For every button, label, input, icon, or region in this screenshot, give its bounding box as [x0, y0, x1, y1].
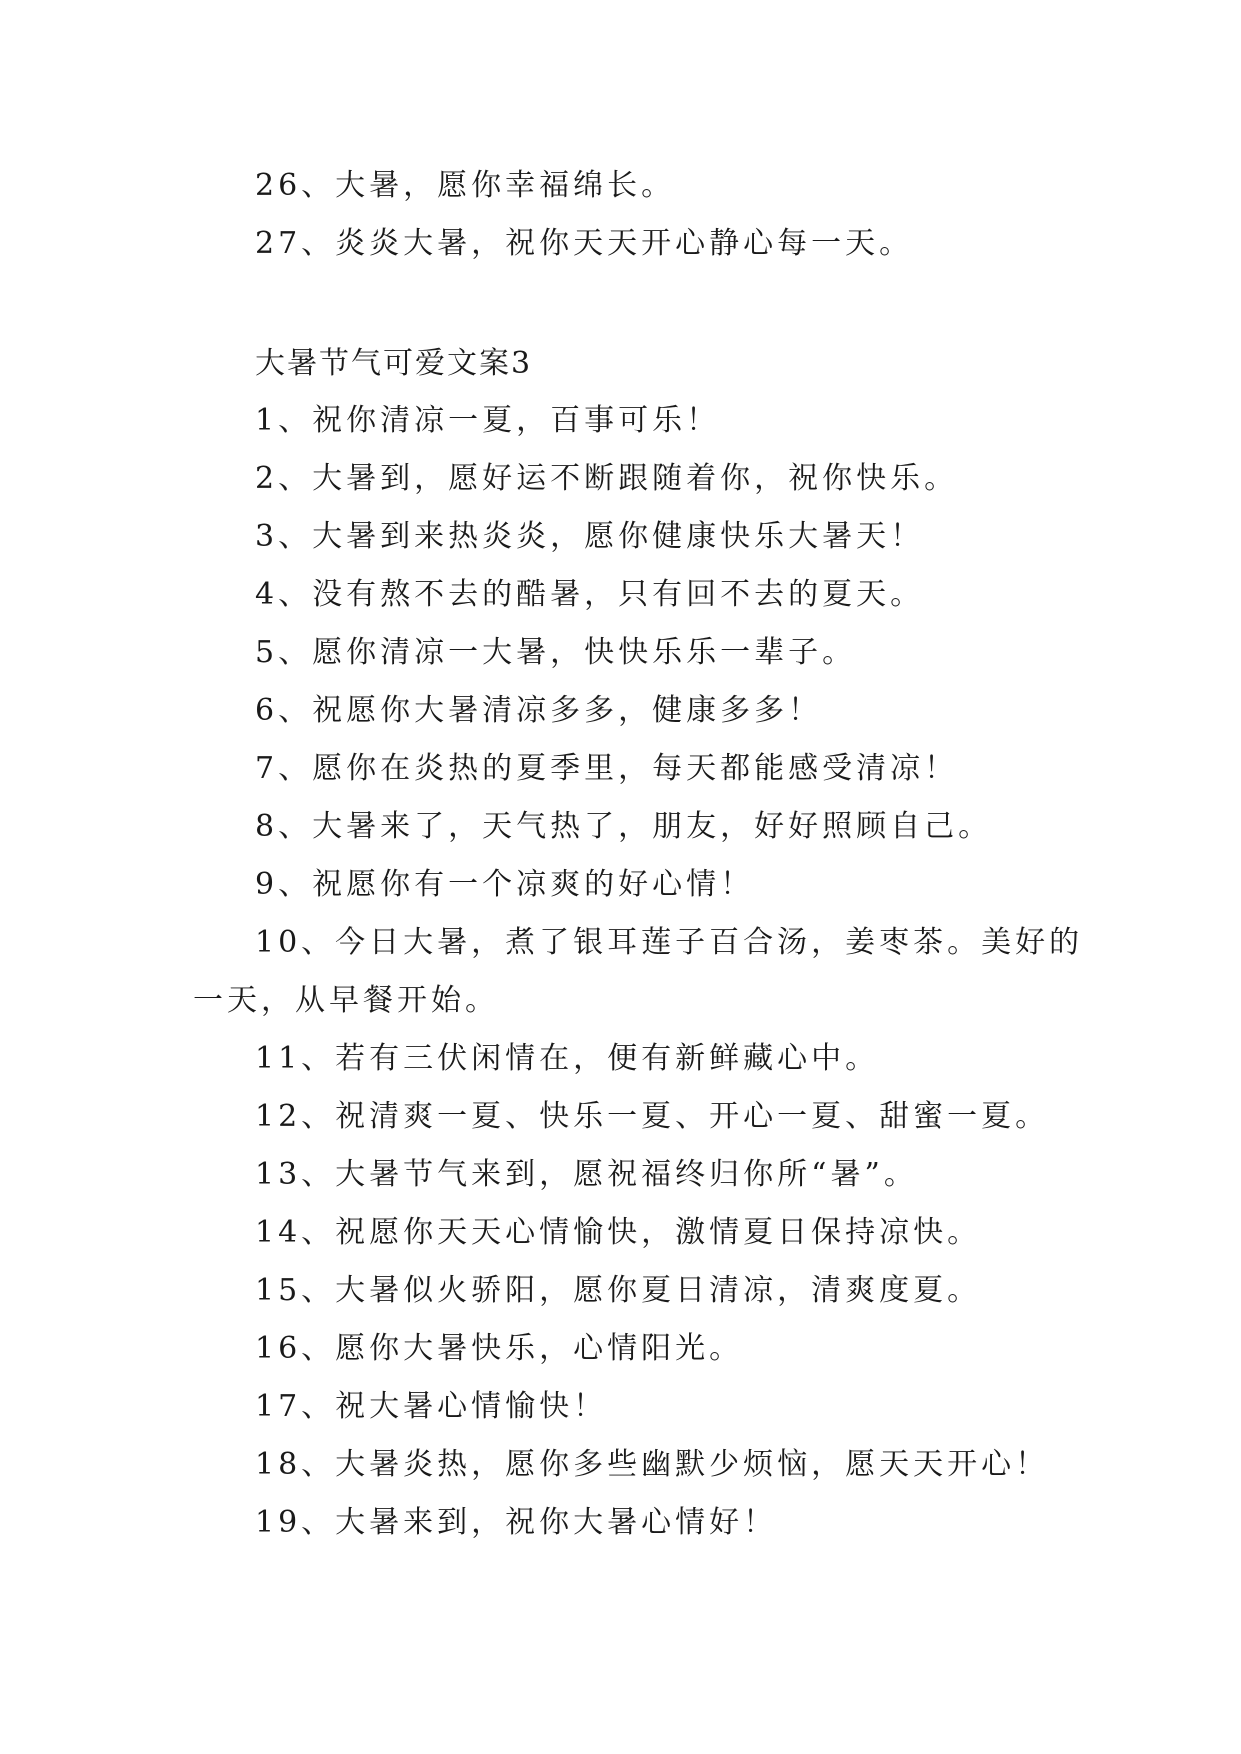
list-item: 26、大暑，愿你幸福绵长。 [255, 168, 676, 203]
list-item: 10、今日大暑，煮了银耳莲子百合汤，姜枣茶。美好的 [255, 925, 1084, 960]
list-item: 16、愿你大暑快乐，心情阳光。 [255, 1331, 744, 1366]
list-item: 12、祝清爽一夏、快乐一夏、开心一夏、甜蜜一夏。 [255, 1099, 1050, 1134]
list-item: 3、大暑到来热炎炎，愿你健康快乐大暑天！ [255, 519, 925, 554]
list-item: 27、炎炎大暑，祝你天天开心静心每一天。 [255, 226, 914, 261]
list-item: 11、若有三伏闲情在，便有新鲜藏心中。 [255, 1041, 880, 1076]
list-item: 14、祝愿你天天心情愉快，激情夏日保持凉快。 [255, 1215, 982, 1250]
list-item: 17、祝大暑心情愉快！ [255, 1389, 608, 1424]
list-item: 2、大暑到，愿好运不断跟随着你，祝你快乐。 [255, 461, 959, 496]
list-item-continuation: 一天，从早餐开始。 [193, 983, 499, 1018]
list-item: 8、大暑来了，天气热了，朋友，好好照顾自己。 [255, 809, 993, 844]
list-item: 5、愿你清凉一大暑，快快乐乐一辈子。 [255, 635, 857, 670]
list-item: 15、大暑似火骄阳，愿你夏日清凉，清爽度夏。 [255, 1273, 982, 1308]
list-item: 13、大暑节气来到，愿祝福终归你所“暑”。 [255, 1157, 918, 1192]
list-item: 18、大暑炎热，愿你多些幽默少烦恼，愿天天开心！ [255, 1447, 1050, 1482]
list-item: 19、大暑来到，祝你大暑心情好！ [255, 1505, 778, 1540]
list-item: 9、祝愿你有一个凉爽的好心情！ [255, 867, 755, 902]
list-item: 4、没有熬不去的酷暑，只有回不去的夏天。 [255, 577, 925, 612]
list-item: 7、愿你在炎热的夏季里，每天都能感受清凉！ [255, 751, 959, 786]
list-item: 1、祝你清凉一夏，百事可乐！ [255, 403, 721, 438]
list-item: 6、祝愿你大暑清凉多多，健康多多！ [255, 693, 823, 728]
section-title: 大暑节气可爱文案3 [255, 346, 533, 381]
